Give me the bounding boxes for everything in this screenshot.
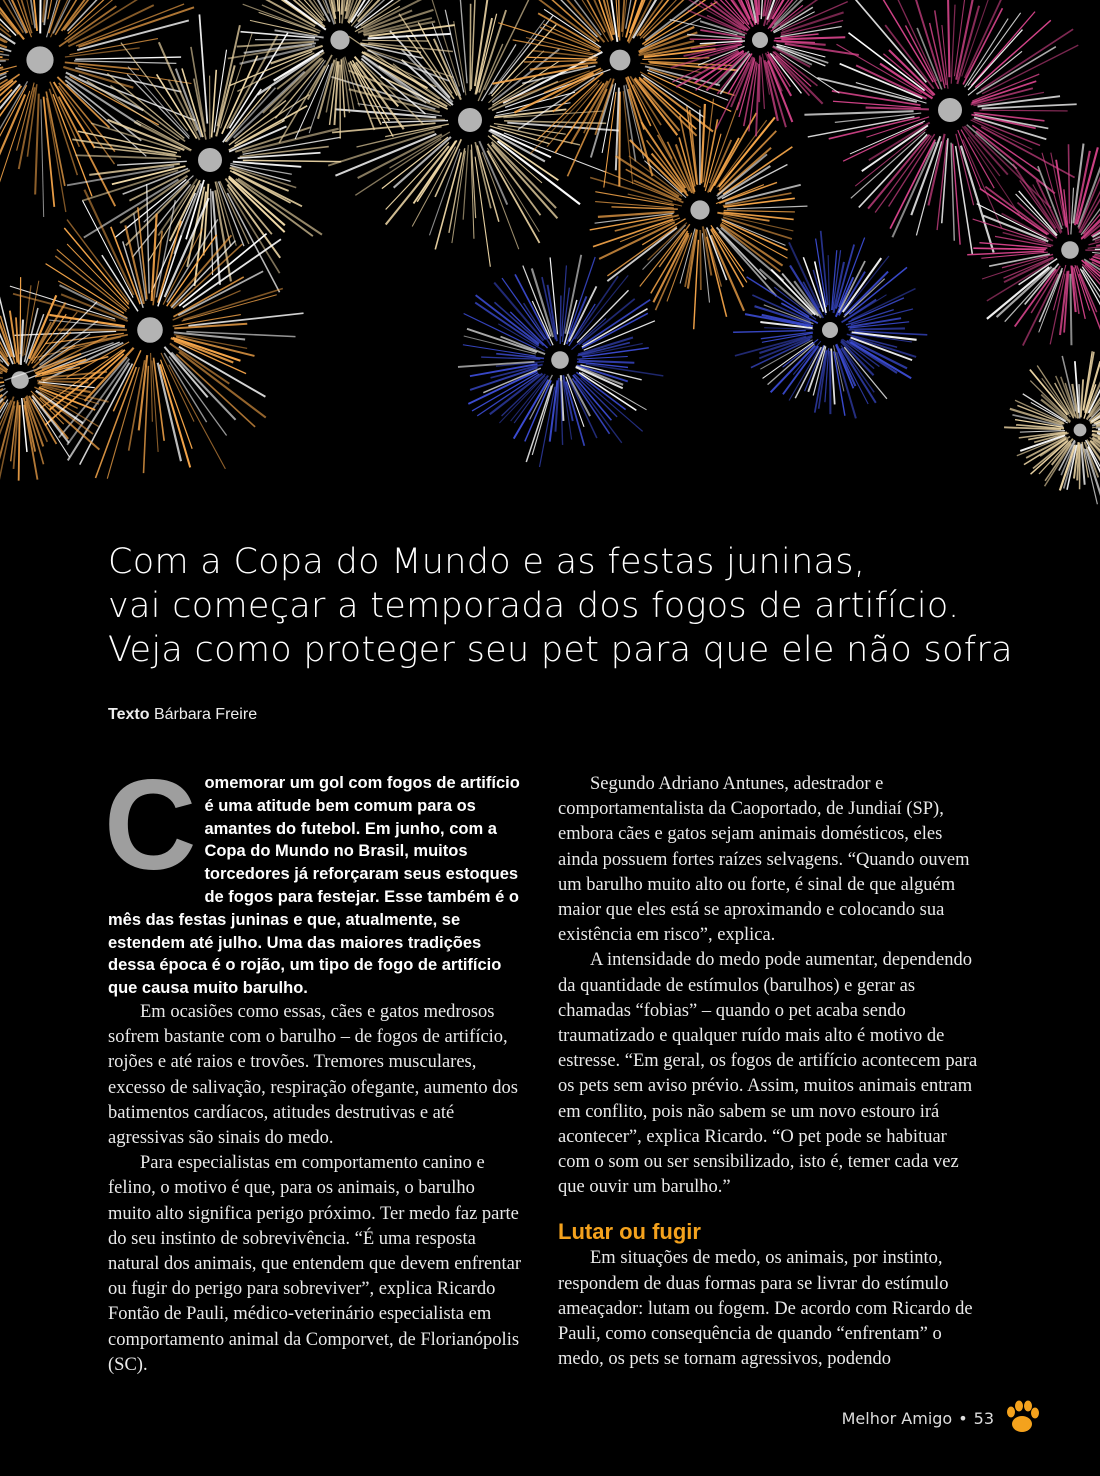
paw-icon <box>1002 1398 1042 1438</box>
body-paragraph: Em ocasiões como essas, cães e gatos medrosos sofrem bastante com o barulho – de fogos de artifício, rojões e até raios e trovões. Tremores musculares, excesso de salivação, respiração ofegante, aumento dos batimentos cardíacos, atitudes destrutivas e até agressivas são sinais do medo. <box>108 1001 518 1148</box>
headline-line-3: Veja como proteger seu pet para que ele não sofra <box>108 630 1013 670</box>
firework-burst <box>228 0 455 143</box>
body-paragraph: Para especialistas em comportamento canino e felino, o motivo é que, para os animais, o barulho muito alto significa perigo próximo. Ter medo faz parte do seu instinto de sobrevivência. “É uma resposta natural dos animais, que entendem que devem enfrentar ou fugir do perigo para sobreviver”, explica Ricardo Fontão de Pauli, médico-veterinário especialista em comportamento animal da Comporvet, de Florianópolis (SC). <box>108 1153 522 1375</box>
firework-burst <box>0 0 195 217</box>
page-number: 53 <box>973 1408 994 1428</box>
firework-burst <box>967 144 1100 346</box>
firework-burst <box>0 277 109 482</box>
firework-burst <box>458 255 663 467</box>
body-paragraph: Em situações de medo, os animais, por instinto, respondem de duas formas para se livrar do estímulo ameaçador: lutam ou fogem. De acordo com Ricardo de Pauli, como consequência de quando “enfrentam” o medo, os pets se tornam agressivos, podendo <box>558 1248 973 1370</box>
headline <box>108 540 1013 672</box>
firework-burst <box>733 231 927 419</box>
section-subhead: Lutar ou fugir <box>558 1219 701 1245</box>
headline-line-2: vai começar a temporada dos fogos de artifício. <box>108 586 960 626</box>
byline-author: Bárbara Freire <box>153 706 258 723</box>
fireworks-illustration <box>0 0 1100 530</box>
body-paragraph: A intensidade do medo pode aumentar, dependendo da quantidade de estímulos (barulhos) e gerar as chamadas “fobias” – quando o pet acaba sendo traumatizado e qualquer ruído mais alto é motivo de estresse. “Em geral, os fogos de artifício acontecem para os pets sem aviso prévio. Assim, muitos animais entram em conflito, pois não sabem se um novo estouro irá acontecer”, explica Ricardo. “O pet pode se habituar com o som ou ser sensibilizado, isto é, temer cada vez que ouvir um barulho.” <box>558 950 978 1198</box>
byline-label: Texto <box>108 706 150 723</box>
page-footer <box>842 1398 1042 1438</box>
drop-cap: C <box>104 754 197 897</box>
article-column-right <box>558 772 978 1372</box>
article-column-left <box>104 754 522 1378</box>
publication-name: Melhor Amigo <box>841 1408 953 1428</box>
headline-line-1: Com a Copa do Mundo e as festas juninas, <box>108 542 866 582</box>
body-paragraph: Segundo Adriano Antunes, adestrador e comportamentalista da Caoportado, de Jundiaí (SP), embora cães e gatos sejam animais domésticos, eles ainda possuem fortes raízes selvagens. “Quando ouvem um barulho muito alto ou forte, é sinal de que alguém maior que eles está se aproximando e colocando sua existência em risco”, explica. <box>558 774 970 946</box>
footer-separator: • <box>958 1408 968 1428</box>
byline <box>108 706 257 724</box>
lead-paragraph: omemorar um gol com fogos de artifício é uma atitude bem comum para os amantes do futebol. Em junho, com a Copa do Mundo no Brasil, muitos torcedores já reforçaram seus estoques de fogos para festejar. Esse também é o mês das festas juninas e que, atualmente, se estendem até julho. Uma das maiores tradições dessa época é o rojão, um tipo de fogo de artifício que causa muito barulho. <box>108 774 520 998</box>
hero-fireworks-image <box>0 0 1100 530</box>
firework-burst <box>1004 351 1100 505</box>
